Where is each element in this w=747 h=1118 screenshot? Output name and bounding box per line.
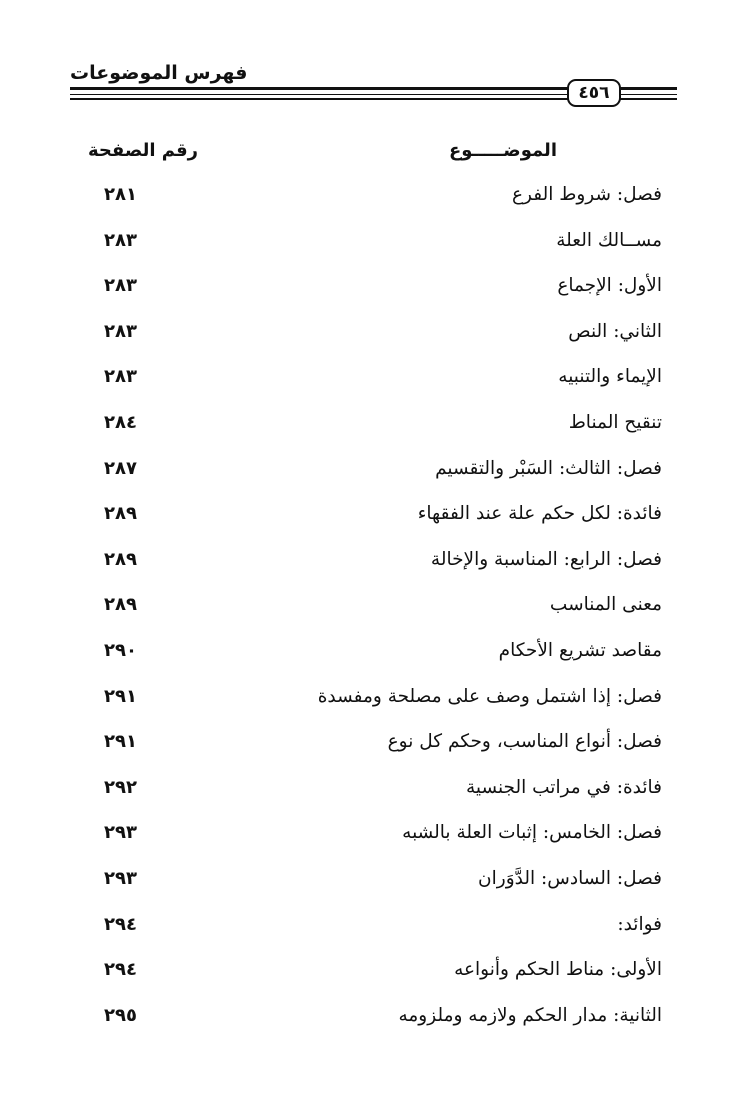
entry-page-number: ٢٩٠: [104, 639, 137, 661]
entry-topic: فائدة: لكل حكم علة عند الفقهاء: [417, 503, 662, 525]
index-row: [0, 539, 747, 585]
index-row: [0, 767, 747, 813]
column-header-page: رقم الصفحة: [88, 140, 199, 161]
entry-page-number: ٢٩٣: [104, 822, 137, 844]
entry-page-number: ٢٨١: [104, 184, 137, 205]
entry-page-number: ٢٩٤: [104, 913, 137, 935]
entry-page-number: ٢٨٧: [104, 457, 137, 479]
entry-page-number: ٢٨٩: [104, 548, 137, 570]
entry-topic: معنى المناسب: [549, 594, 662, 616]
index-row: [0, 858, 747, 904]
entry-page-number: ٢٨٣: [104, 229, 137, 251]
entry-page-number: ٢٨٣: [104, 320, 137, 342]
entry-page-number: ٢٨٣: [104, 275, 137, 297]
index-row: [0, 812, 747, 858]
index-row: [0, 721, 747, 767]
entry-topic: الإيماء والتنبيه: [558, 366, 662, 388]
entry-topic: فصل: إذا اشتمل وصف على مصلحة ومفسدة: [317, 685, 662, 707]
index-row: [0, 493, 747, 539]
entry-page-number: ٢٩٢: [104, 776, 137, 798]
entry-topic: الأول: الإجماع: [557, 275, 662, 297]
page-header: [70, 62, 677, 102]
entry-topic: فوائد:: [617, 913, 662, 935]
index-row: [0, 949, 747, 995]
index-row: [0, 448, 747, 494]
entry-page-number: ٢٩٤: [104, 959, 137, 981]
entry-topic: تنقيح المناط: [568, 411, 662, 433]
entry-page-number: ٢٨٤: [104, 411, 137, 433]
entry-page-number: ٢٨٣: [104, 366, 137, 388]
index-row: [0, 311, 747, 357]
column-header-topic: الموضـــــوع: [448, 140, 557, 161]
index-row: [0, 676, 747, 722]
page-number-badge: ٤٥٦: [567, 79, 621, 107]
entry-topic: فصل: السادس: الدَّوَران: [478, 867, 662, 889]
index-row: [0, 220, 747, 266]
entry-topic: فائدة: في مراتب الجنسية: [465, 776, 662, 798]
index-row: [0, 402, 747, 448]
index-row: [0, 174, 747, 220]
entry-topic: الثانية: مدار الحكم ولازمه وملزومه: [398, 1004, 662, 1026]
index-row: [0, 265, 747, 311]
entry-page-number: ٢٨٩: [104, 503, 137, 525]
entry-topic: فصل: الثالث: السَبْر والتقسيم: [435, 457, 662, 479]
entry-page-number: ٢٩١: [104, 685, 137, 707]
entry-topic: مســالك العلة: [556, 229, 662, 251]
index-row: [0, 904, 747, 950]
entry-topic: مقاصد تشريع الأحكام: [498, 639, 662, 661]
index-row: [0, 356, 747, 402]
index-table: [0, 174, 747, 1040]
entry-topic: فصل: شروط الفرع: [511, 184, 662, 205]
entry-page-number: ٢٩١: [104, 731, 137, 753]
index-row: [0, 630, 747, 676]
entry-page-number: ٢٩٥: [104, 1004, 137, 1026]
entry-topic: الثاني: النص: [568, 320, 662, 342]
header-title: فهرس الموضوعات: [70, 62, 248, 84]
index-row: [0, 584, 747, 630]
entry-topic: الأولى: مناط الحكم وأنواعه: [454, 959, 662, 981]
entry-topic: فصل: أنواع المناسب، وحكم كل نوع: [387, 731, 662, 753]
entry-topic: فصل: الرابع: المناسبة والإخالة: [430, 548, 662, 570]
entry-page-number: ٢٨٩: [104, 594, 137, 616]
entry-page-number: ٢٩٣: [104, 867, 137, 889]
index-row: [0, 995, 747, 1041]
entry-topic: فصل: الخامس: إثبات العلة بالشبه: [402, 822, 662, 844]
